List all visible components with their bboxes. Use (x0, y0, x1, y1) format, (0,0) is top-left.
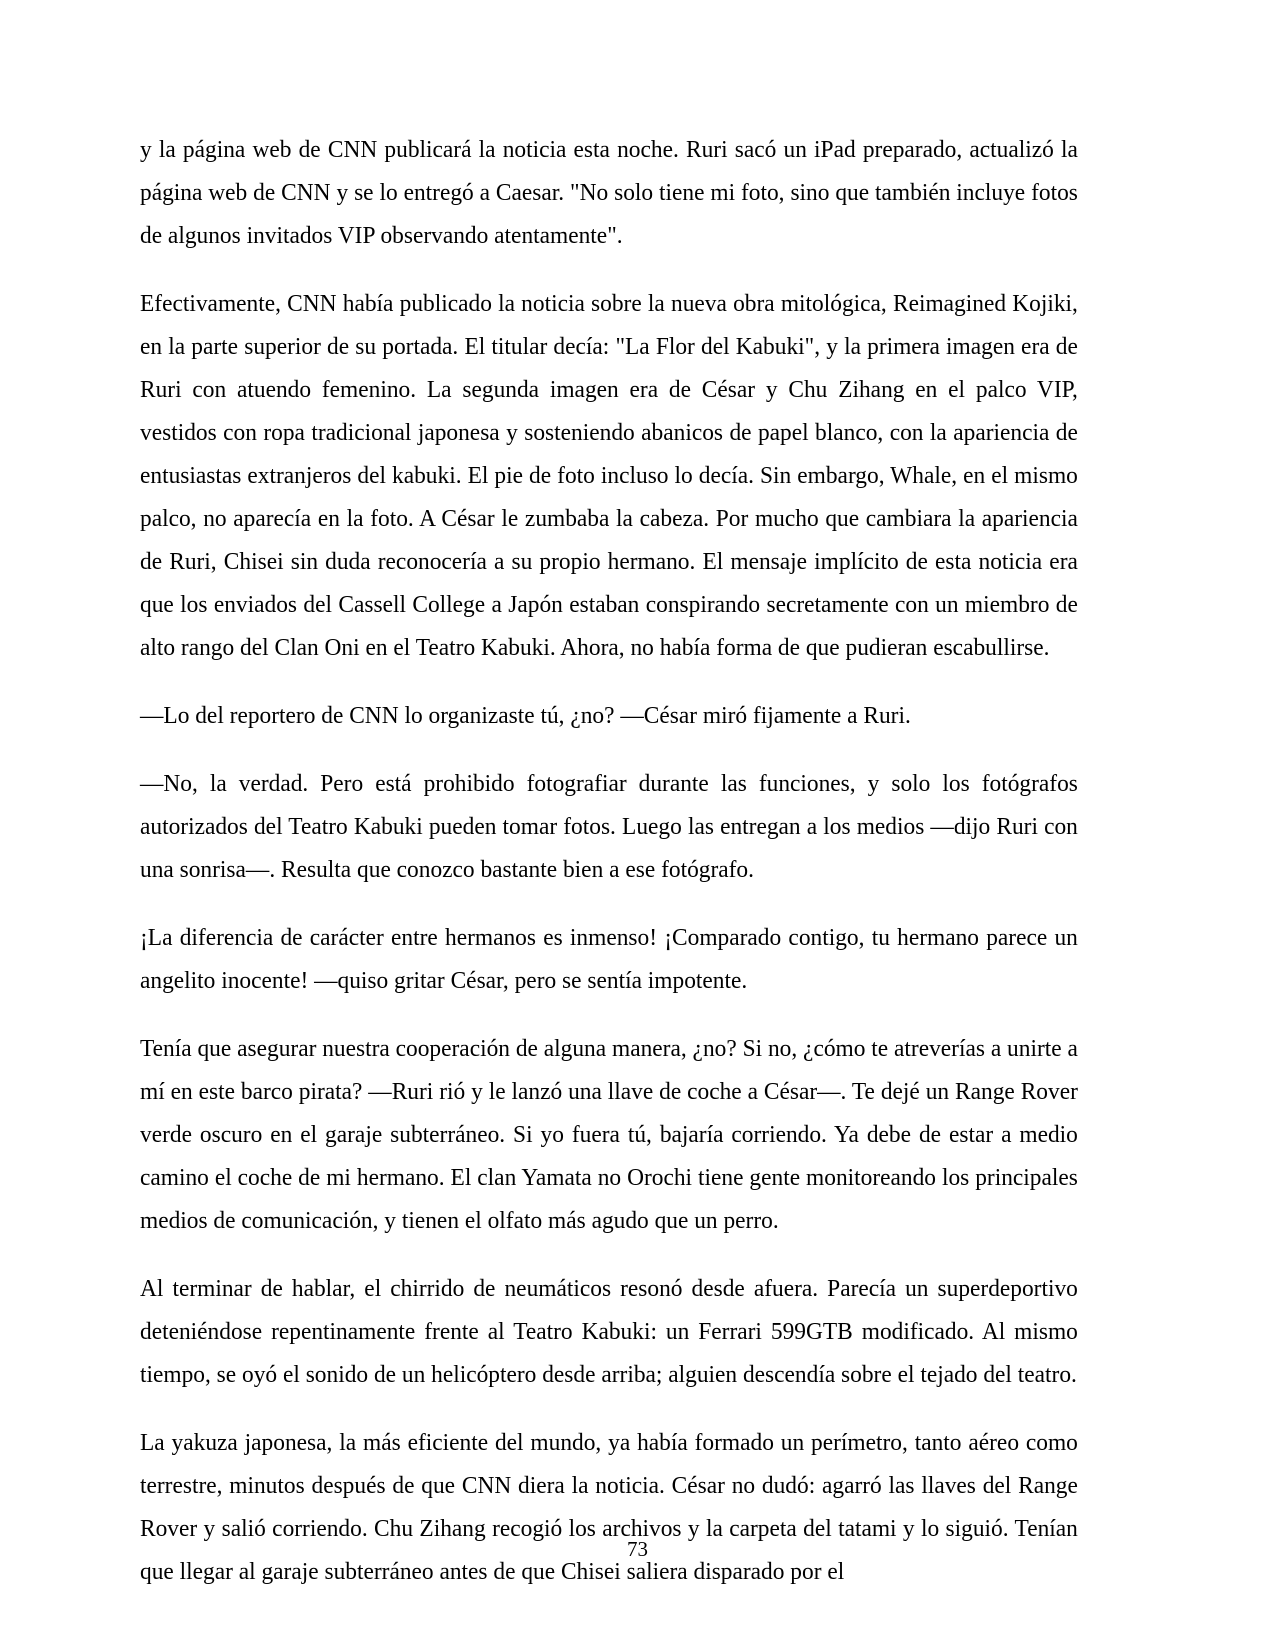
paragraph: Efectivamente, CNN había publicado la noticia sobre la nueva obra mitológica, Reimagined Kojiki, en la parte superior de su portada. El titular decía: "La Flor del Kabuki", y la primera imagen era de Ruri con atuendo femenino. La segunda imagen era de César y Chu Zihang en el palco VIP, vestidos con ropa tradicional japonesa y sosteniendo abanicos de papel blanco, con la apariencia de entusiastas extranjeros del kabuki. El pie de foto incluso lo decía. Sin embargo, Whale, en el mismo palco, no aparecía en la foto. A César le zumbaba la cabeza. Por mucho que cambiara la apariencia de Ruri, Chisei sin duda reconocería a su propio hermano. El mensaje implícito de esta noticia era que los enviados del Cassell College a Japón estaban conspirando secretamente con un miembro de alto rango del Clan Oni en el Teatro Kabuki. Ahora, no había forma de que pudieran escabullirse. (140, 290, 1078, 661)
page-number: 73 (627, 1537, 648, 1561)
paragraph: —No, la verdad. Pero está prohibido fotografiar durante las funciones, y solo los fotógrafos autorizados del Teatro Kabuki pueden tomar fotos. Luego las entregan a los medios —dijo Ruri con una sonrisa—. Resulta que conozco bastante bien a ese fotógrafo. (140, 770, 1078, 883)
paragraph: —Lo del reportero de CNN lo organizaste tú, ¿no? —César miró fijamente a Ruri. (140, 702, 911, 729)
paragraph: Al terminar de hablar, el chirrido de neumáticos resonó desde afuera. Parecía un superdeportivo deteniéndose repentinamente frente al Teatro Kabuki: un Ferrari 599GTB modificado. Al mismo tiempo, se oyó el sonido de un helicóptero desde arriba; alguien descendía sobre el tejado del teatro. (140, 1275, 1078, 1388)
paragraph: Tenía que asegurar nuestra cooperación de alguna manera, ¿no? Si no, ¿cómo te atreverías a unirte a mí en este barco pirata? —Ruri rió y le lanzó una llave de coche a César—. Te dejé un Range Rover verde oscuro en el garaje subterráneo. Si yo fuera tú, bajaría corriendo. Ya debe de estar a medio camino el coche de mi hermano. El clan Yamata no Orochi tiene gente monitoreando los principales medios de comunicación, y tienen el olfato más agudo que un perro. (140, 1035, 1078, 1234)
paragraph: La yakuza japonesa, la más eficiente del mundo, ya había formado un perímetro, tanto aéreo como terrestre, minutos después de que CNN diera la noticia. César no dudó: agarró las llaves del Range Rover y salió corriendo. Chu Zihang recogió los archivos y la carpeta del tatami y lo siguió. Tenían que llegar al garaje subterráneo antes de que Chisei saliera disparado por el (140, 1429, 1078, 1585)
page-body-text (140, 128, 1078, 1593)
paragraph: ¡La diferencia de carácter entre hermanos es inmenso! ¡Comparado contigo, tu hermano parece un angelito inocente! —quiso gritar César, pero se sentía impotente. (140, 924, 1078, 994)
paragraph: y la página web de CNN publicará la noticia esta noche. Ruri sacó un iPad preparado, actualizó la página web de CNN y se lo entregó a Caesar. "No solo tiene mi foto, sino que también incluye fotos de algunos invitados VIP observando atentamente". (140, 136, 1078, 249)
